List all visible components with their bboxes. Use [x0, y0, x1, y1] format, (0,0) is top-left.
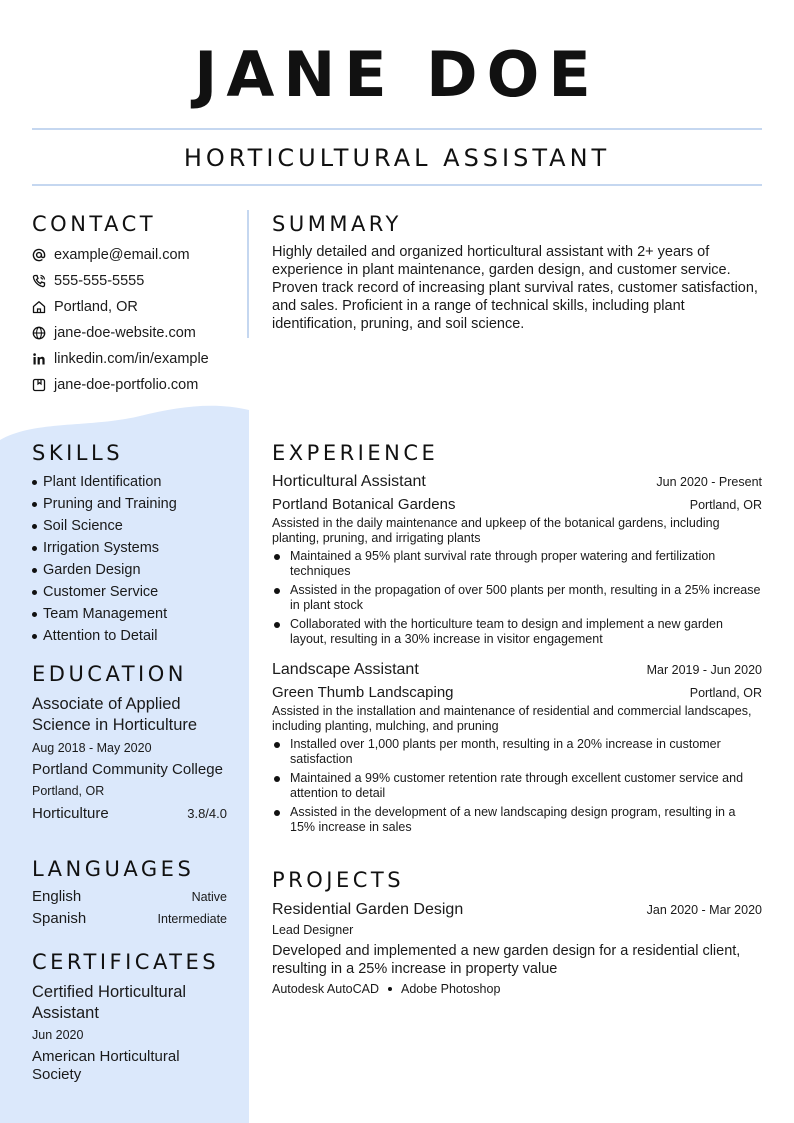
- skill-item: Garden Design: [32, 559, 227, 581]
- skill-item: Plant Identification: [32, 471, 227, 493]
- skill-item: Pruning and Training: [32, 493, 227, 515]
- project-dates: Jan 2020 - Mar 2020: [646, 903, 762, 917]
- list-item: Assisted in the propagation of over 500 plants per month, resulting in a 25% increase in plant stock: [272, 583, 762, 613]
- summary-heading: SUMMARY: [272, 212, 402, 236]
- projects-heading: PROJECTS: [272, 868, 405, 892]
- skill-item: Irrigation Systems: [32, 537, 227, 559]
- project-tool: Adobe Photoshop: [401, 982, 501, 996]
- header-rule-bottom: [32, 184, 762, 186]
- list-item: Collaborated with the horticulture team to design and implement a new garden layout, resulting in a 30% increase in visitor engagement: [272, 617, 762, 647]
- certificates-section: [32, 950, 227, 1084]
- education-location: Portland, OR: [32, 784, 105, 798]
- education-gpa: 3.8/4.0: [187, 806, 227, 821]
- at-icon: [32, 248, 54, 262]
- contact-heading: CONTACT: [32, 212, 157, 236]
- language-name: Spanish: [32, 910, 87, 927]
- summary-text: Highly detailed and organized horticultural assistant with 2+ years of experience in plant maintenance, garden design, and customer service. Proven track record of increasing plant survival rates, customer satisfaction, and sales. Proficient in a range of technical skills, including plant identification, pruning, and soil science.: [272, 244, 758, 332]
- education-school: Portland Community College: [32, 761, 223, 778]
- contact-email-text: example@email.com: [54, 247, 190, 263]
- candidate-name: JANE DOE: [194, 38, 600, 111]
- portfolio-icon: [32, 378, 54, 392]
- projects-section: [272, 868, 762, 996]
- job-entry-description: Assisted in the installation and maintenance of residential and commercial landscapes, including planting, mulching, and pruning: [272, 704, 752, 733]
- job-entry: [272, 473, 762, 647]
- contact-website[interactable]: [32, 320, 227, 346]
- contact-phone[interactable]: [32, 268, 227, 294]
- linkedin-icon: [32, 352, 54, 366]
- contact-portfolio-text: jane-doe-portfolio.com: [54, 377, 199, 393]
- education-heading: EDUCATION: [32, 662, 187, 686]
- summary-section: [272, 212, 762, 333]
- language-level: Native: [191, 890, 227, 904]
- job-entry: [272, 661, 762, 835]
- job-entry-dates: Mar 2019 - Jun 2020: [646, 663, 762, 677]
- contact-linkedin[interactable]: [32, 346, 227, 372]
- contact-email[interactable]: [32, 242, 227, 268]
- certificate-date: Jun 2020: [32, 1028, 84, 1042]
- education-degree: Associate of Applied Science in Horticulture: [32, 695, 198, 734]
- list-item: Assisted in the development of a new landscaping design program, resulting in a 15% increase in sales: [272, 805, 762, 835]
- language-level: Intermediate: [157, 912, 227, 926]
- project-tool: Autodesk AutoCAD: [272, 982, 380, 996]
- experience-section: [272, 441, 762, 849]
- job-entry-company: Portland Botanical Gardens: [272, 496, 456, 513]
- job-entry-bullets: [272, 737, 762, 835]
- education-field-row: [32, 805, 227, 822]
- skill-item: Customer Service: [32, 581, 227, 603]
- job-entry-description: Assisted in the daily maintenance and upkeep of the botanical gardens, including planting, pruning, and irrigating plants: [272, 516, 720, 545]
- list-item: Maintained a 95% plant survival rate through proper watering and fertilization techniques: [272, 549, 762, 579]
- skill-item: Team Management: [32, 603, 227, 625]
- globe-icon: [32, 326, 54, 340]
- job-entry-location: Portland, OR: [689, 498, 762, 512]
- contact-website-text: jane-doe-website.com: [54, 325, 196, 341]
- job-entry-dates: Jun 2020 - Present: [656, 475, 762, 489]
- languages-section: [32, 857, 227, 932]
- home-icon: [32, 300, 54, 314]
- job-entry-company: Green Thumb Landscaping: [272, 684, 454, 701]
- phone-icon: [32, 274, 54, 288]
- certificate-name: Certified Horticultural Assistant: [32, 983, 187, 1022]
- language-row: [32, 910, 227, 932]
- list-item: Installed over 1,000 plants per month, resulting in a 20% increase in customer satisfaction: [272, 737, 762, 767]
- certificate-org: American Horticultural Society: [32, 1048, 180, 1083]
- skills-section: [32, 441, 227, 647]
- contact-section: [32, 212, 227, 398]
- skill-item: Soil Science: [32, 515, 227, 537]
- job-entry-title: Horticultural Assistant: [272, 473, 426, 490]
- contact-location: [32, 294, 227, 320]
- education-dates: Aug 2018 - May 2020: [32, 741, 152, 755]
- language-row: [32, 888, 227, 910]
- project-role: Lead Designer: [272, 923, 354, 937]
- skills-heading: SKILLS: [32, 441, 124, 465]
- education-section: [32, 662, 227, 822]
- job-entry-title: Landscape Assistant: [272, 661, 419, 678]
- project-description: Developed and implemented a new garden design for a residential client, resulting in a 25% increase in property value: [272, 943, 741, 977]
- contact-portfolio[interactable]: [32, 372, 227, 398]
- column-divider: [247, 210, 249, 338]
- project-title: Residential Garden Design: [272, 901, 464, 918]
- contact-location-text: Portland, OR: [54, 299, 138, 315]
- language-name: English: [32, 888, 82, 905]
- job-entry-bullets: [272, 549, 762, 647]
- languages-heading: LANGUAGES: [32, 857, 195, 881]
- job-title: HORTICULTURAL ASSISTANT: [183, 144, 611, 172]
- contact-phone-text: 555-555-5555: [54, 273, 145, 289]
- project-tools: [272, 982, 762, 996]
- contact-linkedin-text: linkedin.com/in/example: [54, 351, 209, 367]
- skill-item: Attention to Detail: [32, 625, 227, 647]
- list-item: Maintained a 99% customer retention rate through excellent customer service and attention to detail: [272, 771, 762, 801]
- experience-heading: EXPERIENCE: [272, 441, 439, 465]
- job-entry-location: Portland, OR: [689, 686, 762, 700]
- certificates-heading: CERTIFICATES: [32, 950, 220, 974]
- header-rule-top: [32, 128, 762, 130]
- education-field: Horticulture: [32, 805, 109, 822]
